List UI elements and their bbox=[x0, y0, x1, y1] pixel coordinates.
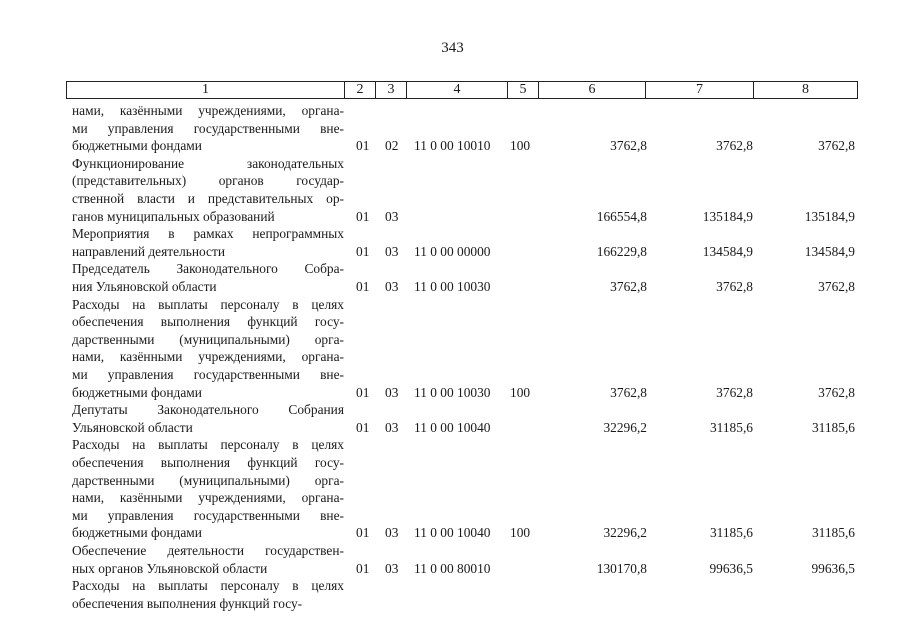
header-col-2: 2 bbox=[344, 82, 375, 98]
cell-col-6: 32296,2 bbox=[603, 419, 647, 435]
row-name-line: нами, казёнными учреждениями, органа- bbox=[72, 490, 344, 506]
cell-col-5: 100 bbox=[510, 525, 531, 541]
cell-col-8: 3762,8 bbox=[818, 278, 855, 294]
cell-col-7: 134584,9 bbox=[702, 243, 753, 259]
row-name-line: ми управления государственными вне- bbox=[72, 120, 344, 136]
cell-col-6: 32296,2 bbox=[603, 525, 647, 541]
cell-col-7: 99636,5 bbox=[709, 560, 753, 576]
row-name-line: Функционирование законодательных bbox=[72, 155, 344, 171]
cell-col-2: 01 bbox=[356, 384, 370, 400]
cell-col-8: 135184,9 bbox=[804, 208, 855, 224]
cell-col-4: 11 0 00 80010 bbox=[414, 560, 491, 576]
row-name-line: Депутаты Законодательного Собрания bbox=[72, 402, 344, 418]
row-name-line: Председатель Законодательного Собра- bbox=[72, 261, 344, 277]
cell-col-6: 3762,8 bbox=[610, 278, 647, 294]
page-number: 343 bbox=[441, 40, 464, 56]
table-row bbox=[0, 155, 905, 225]
cell-col-6: 130170,8 bbox=[596, 560, 647, 576]
header-col-4: 4 bbox=[406, 82, 507, 98]
cell-col-8: 31185,6 bbox=[811, 525, 855, 541]
cell-col-2: 01 bbox=[356, 525, 370, 541]
cell-col-2: 01 bbox=[356, 278, 370, 294]
row-name-line: ми управления государственными вне- bbox=[72, 507, 344, 523]
table-row bbox=[0, 102, 905, 155]
cell-col-7: 135184,9 bbox=[702, 208, 753, 224]
row-name bbox=[72, 401, 344, 436]
cell-col-3: 03 bbox=[385, 208, 399, 224]
cell-col-3: 03 bbox=[385, 419, 399, 435]
row-name-line: дарственными (муниципальными) орга- bbox=[72, 331, 344, 347]
header-col-1: 1 bbox=[202, 82, 209, 97]
cell-col-4: 11 0 00 10040 bbox=[414, 525, 491, 541]
cell-col-4: 11 0 00 10040 bbox=[414, 419, 491, 435]
row-name bbox=[72, 225, 344, 260]
row-name-line: обеспечения выполнения функций госу- bbox=[72, 595, 303, 611]
row-name-line: дарственными (муниципальными) орга- bbox=[72, 472, 344, 488]
row-name-line: направлений деятельности bbox=[72, 243, 226, 259]
cell-col-2: 01 bbox=[356, 138, 370, 154]
row-name-line: обеспечения выполнения функций госу- bbox=[72, 314, 344, 330]
cell-col-5: 100 bbox=[510, 384, 531, 400]
row-name-line: (представительных) органов государ- bbox=[72, 173, 344, 189]
table-row bbox=[0, 225, 905, 260]
row-name-line: бюджетными фондами bbox=[72, 138, 202, 154]
cell-col-3: 02 bbox=[385, 138, 399, 154]
row-name-line: Обеспечение деятельности государствен- bbox=[72, 543, 344, 558]
cell-col-7: 31185,6 bbox=[709, 525, 753, 541]
cell-col-3: 03 bbox=[385, 560, 399, 576]
row-name-line: ных органов Ульяновской области bbox=[72, 560, 268, 576]
row-name-line: Ульяновской области bbox=[72, 419, 193, 435]
table-row bbox=[0, 260, 905, 295]
header-col-3: 3 bbox=[375, 82, 406, 98]
row-name-line: ственной власти и представительных ор- bbox=[72, 190, 344, 206]
row-name-line: Расходы на выплаты персоналу в целях bbox=[72, 296, 344, 312]
cell-col-5: 100 bbox=[510, 138, 531, 154]
row-name-line: ния Ульяновской области bbox=[72, 278, 217, 294]
cell-col-4: 11 0 00 10030 bbox=[414, 384, 491, 400]
cell-col-7: 3762,8 bbox=[716, 278, 753, 294]
cell-col-2: 01 bbox=[356, 208, 370, 224]
header-col-6: 6 bbox=[538, 82, 645, 98]
cell-col-7: 3762,8 bbox=[716, 138, 753, 154]
table-row bbox=[0, 401, 905, 436]
cell-col-3: 03 bbox=[385, 278, 399, 294]
cell-col-7: 31185,6 bbox=[709, 419, 753, 435]
header-col-5: 5 bbox=[507, 82, 538, 98]
row-name bbox=[72, 577, 344, 612]
cell-col-3: 03 bbox=[385, 384, 399, 400]
cell-col-4: 11 0 00 10030 bbox=[414, 278, 491, 294]
row-name-line: нами, казёнными учреждениями, органа- bbox=[72, 349, 344, 365]
table-row bbox=[0, 296, 905, 402]
row-name-line: обеспечения выполнения функций госу- bbox=[72, 454, 344, 470]
table-row bbox=[0, 542, 905, 577]
cell-col-3: 03 bbox=[385, 525, 399, 541]
row-name bbox=[72, 296, 344, 402]
cell-col-4: 11 0 00 00000 bbox=[414, 243, 491, 259]
row-name-line: Расходы на выплаты персоналу в целях bbox=[72, 578, 344, 594]
cell-col-2: 01 bbox=[356, 243, 370, 259]
cell-col-8: 3762,8 bbox=[818, 384, 855, 400]
row-name bbox=[72, 260, 344, 295]
table-header bbox=[66, 81, 858, 99]
row-name bbox=[72, 155, 344, 225]
cell-col-3: 03 bbox=[385, 243, 399, 259]
cell-col-6: 166554,8 bbox=[596, 208, 647, 224]
row-name bbox=[72, 436, 344, 542]
row-name-line: бюджетными фондами bbox=[72, 525, 202, 541]
table-row bbox=[0, 436, 905, 542]
row-name-line: бюджетными фондами bbox=[72, 384, 202, 400]
cell-col-8: 31185,6 bbox=[811, 419, 855, 435]
row-name bbox=[72, 102, 344, 155]
cell-col-8: 3762,8 bbox=[818, 138, 855, 154]
cell-col-2: 01 bbox=[356, 419, 370, 435]
cell-col-2: 01 bbox=[356, 560, 370, 576]
header-col-8: 8 bbox=[753, 82, 857, 98]
cell-col-8: 134584,9 bbox=[804, 243, 855, 259]
row-name-line: Мероприятия в рамках непрограммных bbox=[72, 226, 344, 242]
header-col-7: 7 bbox=[645, 82, 753, 98]
row-name bbox=[72, 542, 344, 577]
table-row bbox=[0, 577, 905, 612]
cell-col-6: 166229,8 bbox=[596, 243, 647, 259]
row-name-line: нами, казёнными учреждениями, органа- bbox=[72, 103, 344, 118]
cell-col-7: 3762,8 bbox=[716, 384, 753, 400]
cell-col-6: 3762,8 bbox=[610, 138, 647, 154]
cell-col-6: 3762,8 bbox=[610, 384, 647, 400]
cell-col-4: 11 0 00 10010 bbox=[414, 138, 491, 154]
cell-col-8: 99636,5 bbox=[811, 560, 855, 576]
row-name-line: ми управления государственными вне- bbox=[72, 366, 344, 382]
row-name-line: ганов муниципальных образований bbox=[72, 208, 275, 224]
row-name-line: Расходы на выплаты персоналу в целях bbox=[72, 437, 344, 453]
